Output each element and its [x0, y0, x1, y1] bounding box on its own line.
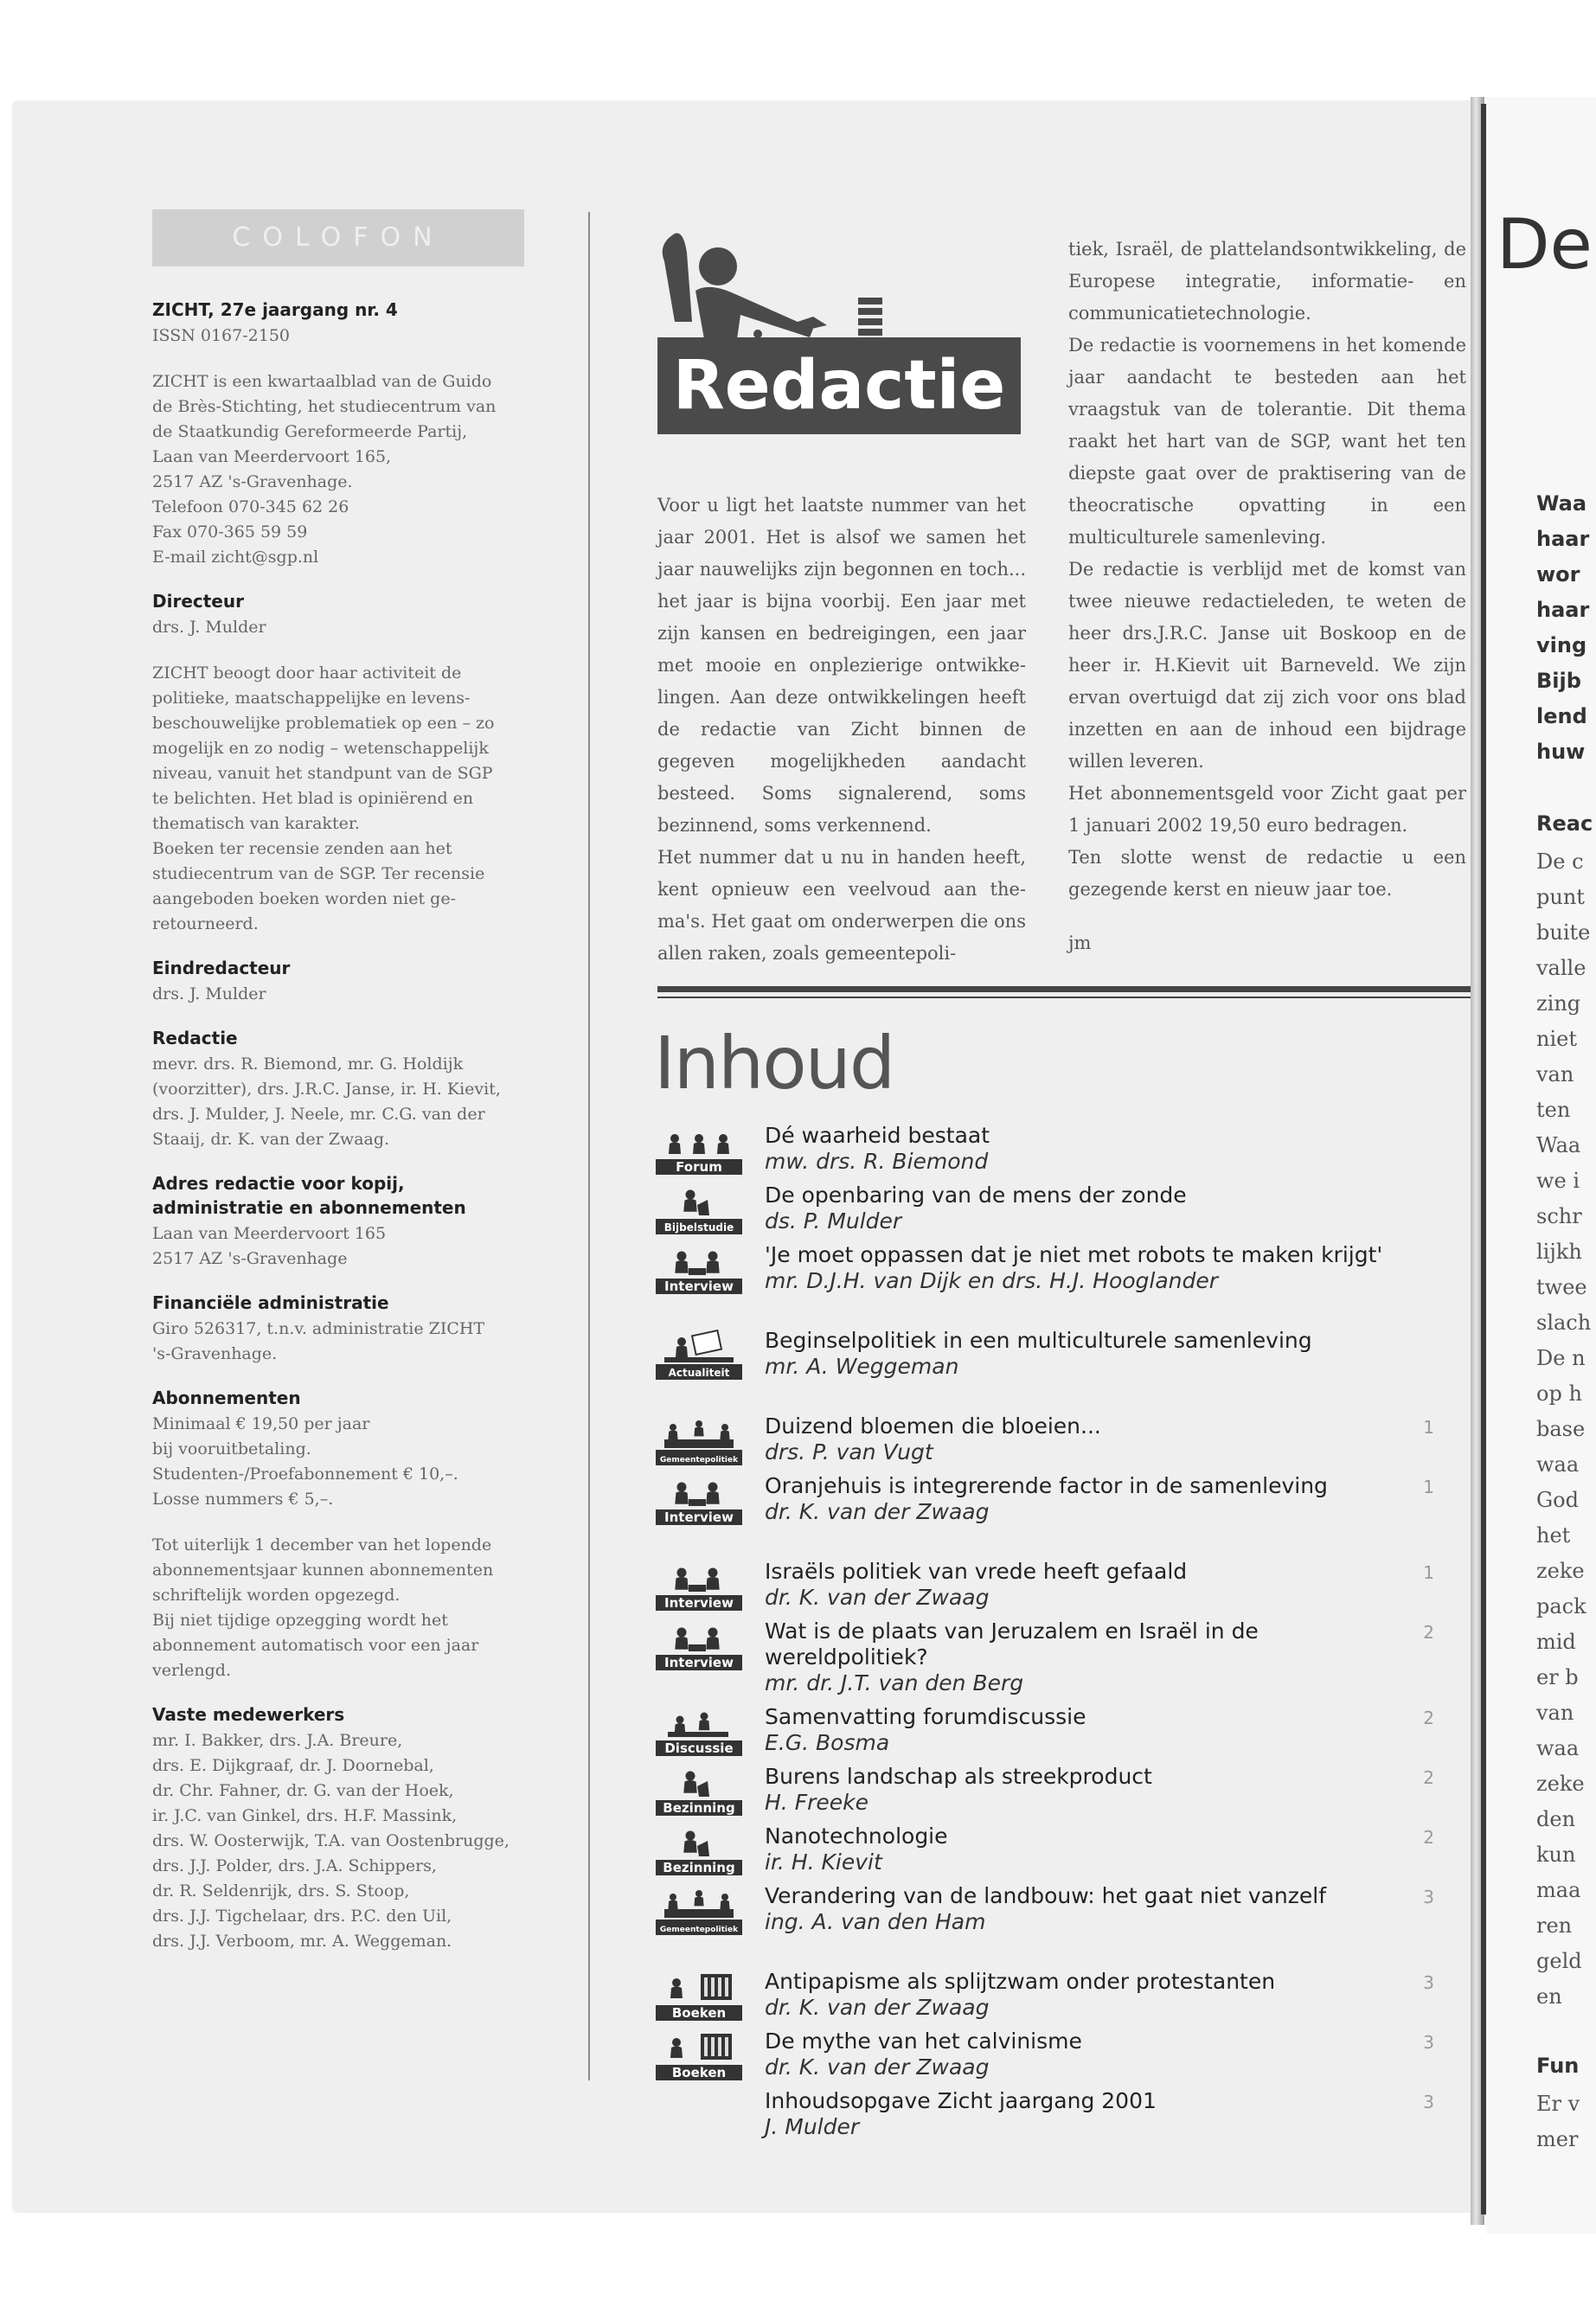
toc-author: H. Freeke — [765, 1790, 869, 1815]
text-line: lend — [1536, 704, 1587, 728]
text-line: niveau, vanuit het standpunt van de SGP — [152, 764, 493, 783]
text-line: 2517 AZ 's-Gravenhage. — [152, 472, 353, 491]
toc-page-number: 3 — [1423, 2092, 1434, 2112]
section-badge — [656, 1123, 742, 1175]
abonnementen-block — [152, 1412, 524, 1512]
paragraph: Ten slotte wenst de redactie u een gezegende kerst en nieuw jaar toe. — [1068, 847, 1466, 900]
toc-entry-text — [765, 1413, 1388, 1465]
toc-title: Wat is de plaats van Jeruzalem en Israël in de wereldpolitiek? — [765, 1618, 1259, 1670]
text-line: mevr. drs. R. Biemond, mr. G. Holdijk — [152, 1054, 464, 1074]
text-line: Waa — [1536, 491, 1587, 516]
toc-item[interactable] — [656, 1242, 1469, 1328]
journal-title: ZICHT, 27e jaargang nr. 4 — [152, 299, 398, 320]
redactie-members — [152, 1052, 524, 1152]
text-line: er b — [1536, 1665, 1579, 1689]
text-line: De c — [1536, 849, 1584, 874]
section-rule-thick — [657, 986, 1471, 992]
toc-item[interactable] — [656, 1123, 1469, 1183]
toc-author: ir. H. Kievit — [765, 1849, 882, 1875]
section-badge — [656, 1704, 742, 1756]
text-line: op h — [1536, 1381, 1582, 1406]
toc-item[interactable] — [656, 1183, 1469, 1242]
financieel-block — [152, 1317, 524, 1367]
toc-author: mr. dr. J.T. van den Berg — [765, 1670, 1024, 1695]
text-line: verlengd. — [152, 1661, 231, 1680]
right-page-body-1 — [1536, 844, 1591, 2015]
toc-author: dr. K. van der Zwaag — [765, 1995, 990, 2020]
colofon-column — [152, 209, 524, 1954]
toc-title: Burens landschap als streekproduct — [765, 1764, 1152, 1789]
financieel-label: Financiële administratie — [152, 1292, 389, 1313]
text-line: van — [1536, 1701, 1574, 1725]
medewerkers-label: Vaste medewerkers — [152, 1704, 345, 1725]
text-line: drs. J.J. Polder, drs. J.A. Schippers, — [152, 1856, 437, 1875]
toc-item[interactable] — [656, 1413, 1469, 1473]
text-line: zeke — [1536, 1772, 1585, 1796]
text-line: schriftelijk worden opgezegd. — [152, 1586, 401, 1605]
text-line: mr. I. Bakker, drs. J.A. Breure, — [152, 1731, 403, 1750]
text-line: drs. J. Mulder, J. Neele, mr. C.G. van der — [152, 1105, 485, 1124]
text-line: beschouwelijke problematiek op een – zo — [152, 714, 495, 733]
text-line: Waa — [1536, 1133, 1581, 1157]
section-rule-thin — [657, 997, 1471, 998]
toc-entry-text — [765, 2088, 1388, 2140]
text-line: Laan van Meerdervoort 165, — [152, 447, 392, 466]
text-line: waa — [1536, 1736, 1580, 1760]
issn: ISSN 0167-2150 — [152, 326, 290, 345]
text-line: haar — [1536, 527, 1590, 551]
text-line: bij vooruitbetaling. — [152, 1439, 311, 1458]
toc-author: ing. A. van den Ham — [765, 1909, 986, 1934]
text-line: twee — [1536, 1275, 1587, 1299]
paragraph: Het nummer dat u nu in handen heeft, kent opnieuw een veelvoud aan the-ma's. Het gaat om onderwerpen die ons allen raken, zoals gemeentepoli- — [657, 847, 1026, 964]
inhoud-heading: Inhoud — [654, 1021, 894, 1106]
text-line: niet — [1536, 1027, 1577, 1051]
reader-bookshelf-icon — [656, 1969, 742, 2021]
text-line: Laan van Meerdervoort 165 — [152, 1224, 387, 1243]
toc-title: Samenvatting forumdiscussie — [765, 1704, 1086, 1729]
text-line: Losse nummers € 5,–. — [152, 1490, 334, 1509]
redactie-logo — [657, 227, 1021, 434]
redactie-label: Redactie — [152, 1028, 238, 1048]
toc-entry-text — [765, 1242, 1388, 1294]
toc-entry-text — [765, 1473, 1388, 1525]
toc-author: dr. K. van der Zwaag — [765, 1499, 990, 1524]
right-page-intro — [1536, 486, 1589, 770]
paragraph: De redactie is voornemens in het komende jaar aandacht te besteden aan het vraagstuk van de tolerantie. Dit thema raakt het hart van de SGP, want het ten diepste gaat over de praktisering van de theocratische opvatting in een multiculturele samenleving. — [1068, 335, 1466, 548]
section-badge — [656, 1242, 742, 1294]
toc-entry-text — [765, 2029, 1388, 2080]
two-persons-icon — [656, 1242, 742, 1294]
toc-entry-text — [765, 1559, 1388, 1611]
text-line: De n — [1536, 1346, 1586, 1370]
text-line: Bij niet tijdige opzegging wordt het — [152, 1611, 448, 1630]
toc-title: De openbaring van de mens der zonde — [765, 1183, 1187, 1208]
toc-entry-text — [765, 1764, 1388, 1816]
toc-item[interactable] — [656, 1969, 1469, 2029]
text-line: buite — [1536, 920, 1591, 945]
text-line: base — [1536, 1417, 1586, 1441]
abonnementen-label: Abonnementen — [152, 1388, 301, 1408]
text-line: te belichten. Het blad is opiniërend en — [152, 789, 474, 808]
text-line: E-mail zicht@sgp.nl — [152, 548, 319, 567]
text-line: waa — [1536, 1452, 1580, 1477]
paragraph: tiek, Israël, de plattelandsontwikkeling, de Europese integratie, informatie- en communicatietechnologie. — [1068, 239, 1466, 324]
text-line: de Brès-Stichting, het studiecentrum van — [152, 397, 497, 416]
text-line: haar — [1536, 598, 1590, 622]
text-line: zing — [1536, 991, 1581, 1016]
redactie-signature: jm — [1068, 933, 1092, 953]
text-line: lijkh — [1536, 1240, 1582, 1264]
opzegging-block — [152, 1533, 524, 1683]
text-line: mogelijk en zo nodig – wetenschappelijk — [152, 739, 489, 758]
svg-text:Boeken: Boeken — [671, 2005, 727, 2021]
council-table-icon — [656, 1883, 742, 1935]
council-table-icon — [656, 1413, 742, 1465]
toc-item[interactable] — [656, 1618, 1469, 1704]
toc-author: dr. K. van der Zwaag — [765, 2054, 990, 2080]
text-line: administratie en abonnementen — [152, 1197, 466, 1218]
toc-title: Oranjehuis is integrerende factor in de samenleving — [765, 1473, 1328, 1498]
text-line: schr — [1536, 1204, 1582, 1228]
toc-author: mr. A. Weggeman — [765, 1354, 959, 1379]
svg-text:Interview: Interview — [664, 1279, 734, 1294]
reader-bookshelf-icon — [656, 2029, 742, 2080]
text-line: de Staatkundig Gereformeerde Partij, — [152, 422, 468, 441]
person-lectern-icon — [656, 1183, 742, 1234]
text-line: drs. W. Oosterwijk, T.A. van Oostenbrugge, — [152, 1831, 510, 1850]
person-lectern-icon — [656, 1764, 742, 1816]
two-persons-icon — [656, 1559, 742, 1611]
text-line: kun — [1536, 1843, 1576, 1867]
toc-item[interactable] — [656, 2029, 1469, 2088]
text-line: (voorzitter), drs. J.R.C. Janse, ir. H. Kievit, — [152, 1080, 501, 1099]
text-line: drs. J.J. Verboom, mr. A. Weggeman. — [152, 1932, 452, 1951]
toc-item[interactable] — [656, 1764, 1469, 1823]
text-line: God — [1536, 1488, 1579, 1512]
text-line: het — [1536, 1523, 1571, 1548]
paragraph: De redactie is verblijd met de komst van twee nieuwe redactieleden, te weten de heer drs.J.R.C. Janse uit Boskoop en de heer ir. H.Kievit uit Barneveld. We zijn ervan overtuigd dat zij zich voor ons blad inzetten en aan de inhoud een bijdrage willen leveren. — [1068, 559, 1466, 772]
svg-text:Bezinning: Bezinning — [663, 1860, 735, 1875]
text-line: drs. J.J. Tigchelaar, drs. P.C. den Uil, — [152, 1907, 452, 1926]
toc-title: Verandering van de landbouw: het gaat niet vanzelf — [765, 1883, 1327, 1908]
text-line: punt — [1536, 885, 1585, 909]
svg-text:Discussie: Discussie — [664, 1740, 734, 1756]
toc-item[interactable] — [656, 1559, 1469, 1618]
toc-entry-text — [765, 1883, 1388, 1935]
toc-author: E.G. Bosma — [765, 1730, 890, 1755]
right-page-heading-2: Fun — [1536, 2054, 1580, 2078]
toc-author: mw. drs. R. Biemond — [765, 1149, 989, 1174]
section-badge — [656, 1969, 742, 2021]
text-line: Bijb — [1536, 669, 1581, 693]
text-line: ZICHT is een kwartaalblad van de Guido — [152, 372, 492, 391]
text-line: abonnement automatisch voor een jaar — [152, 1636, 479, 1655]
adres-block — [152, 1221, 524, 1272]
text-line: Giro 526317, t.n.v. administratie ZICHT — [152, 1319, 485, 1338]
section-badge — [656, 1883, 742, 1935]
beleid-block — [152, 661, 524, 937]
svg-text:Actualiteit: Actualiteit — [668, 1367, 730, 1379]
toc-author: ds. P. Mulder — [765, 1208, 902, 1234]
toc-title: Inhoudsopgave Zicht jaargang 2001 — [765, 2088, 1157, 2113]
three-persons-icon — [656, 1123, 742, 1175]
person-newspaper-icon — [656, 1328, 742, 1380]
text-line: dr. Chr. Fahner, dr. G. van der Hoek, — [152, 1781, 454, 1800]
discussion-group-icon — [656, 1704, 742, 1756]
section-badge — [656, 1618, 742, 1670]
text-line: geld — [1536, 1949, 1582, 1973]
text-line: ren — [1536, 1913, 1573, 1938]
text-line: Staaij, dr. K. van der Zwaag. — [152, 1130, 390, 1149]
toc-title: 'Je moet oppassen dat je niet met robots te maken krijgt' — [765, 1242, 1383, 1267]
toc-item[interactable] — [656, 1704, 1469, 1764]
paragraph: Voor u ligt het laatste nummer van het jaar 2001. Het is alsof we samen het jaar nauwelijks zijn begonnen en toch... het jaar is bijna voorbij. Een jaar met zijn kansen en bedreigingen, een jaar met mooie en onplezierige ontwikke-lingen. Aan deze ontwikkelingen heeft de redactie van Zicht binnen de gegeven mogelijkheden aandacht besteed. Soms signalerend, soms bezinnend, soms verkennend. — [657, 495, 1026, 836]
toc-title: Beginselpolitiek in een multiculturele samenleving — [765, 1328, 1312, 1353]
section-badge — [656, 1473, 742, 1525]
section-badge — [656, 2088, 742, 2140]
toc-title: Nanotechnologie — [765, 1823, 948, 1849]
toc-author: mr. D.J.H. van Dijk en drs. H.J. Hooglander — [765, 1268, 1219, 1293]
svg-text:Boeken: Boeken — [671, 2065, 727, 2080]
text-line: dr. R. Seldenrijk, drs. S. Stoop, — [152, 1881, 410, 1900]
toc-item[interactable] — [656, 1883, 1469, 1969]
toc-page-number: 1 — [1423, 1562, 1434, 1583]
toc-entry-text — [765, 1823, 1388, 1875]
svg-text:Gemeentepolitiek: Gemeentepolitiek — [659, 1926, 739, 1934]
right-page-body-2 — [1536, 2086, 1580, 2157]
toc-item[interactable] — [656, 1473, 1469, 1559]
text-line: thematisch van karakter. — [152, 814, 360, 833]
toc-author: drs. P. van Vugt — [765, 1439, 933, 1465]
adres-label — [152, 1171, 524, 1220]
toc-item[interactable] — [656, 1328, 1469, 1413]
text-line: Fax 070-365 59 59 — [152, 522, 308, 542]
text-line: mid — [1536, 1630, 1576, 1654]
text-line: valle — [1536, 956, 1586, 980]
svg-text:Interview: Interview — [664, 1655, 734, 1670]
toc-entry-text — [765, 1123, 1388, 1175]
section-badge — [656, 1559, 742, 1611]
two-persons-icon — [656, 1473, 742, 1525]
text-line: 's-Gravenhage. — [152, 1344, 278, 1363]
text-line: zeke — [1536, 1559, 1585, 1583]
text-line: Tot uiterlijk 1 december van het lopende — [152, 1535, 492, 1554]
svg-text:Bezinning: Bezinning — [663, 1800, 735, 1816]
person-lectern-icon — [656, 1823, 742, 1875]
intro-block — [152, 369, 524, 570]
text-line: maa — [1536, 1878, 1581, 1902]
toc-page-number: 2 — [1423, 1708, 1434, 1728]
toc-title: Duizend bloemen die bloeien... — [765, 1413, 1101, 1439]
toc-title: Dé waarheid bestaat — [765, 1123, 990, 1148]
text-line: mer — [1536, 2127, 1579, 2151]
toc-entry-text — [765, 1618, 1388, 1696]
svg-text:Interview: Interview — [664, 1509, 734, 1525]
medewerkers-block — [152, 1728, 524, 1954]
svg-text:Interview: Interview — [664, 1595, 734, 1611]
toc-entry-text — [765, 1969, 1388, 2021]
eindredacteur-label: Eindredacteur — [152, 958, 291, 978]
table-of-contents — [656, 1123, 1469, 2140]
toc-page-number: 2 — [1423, 1767, 1434, 1788]
section-badge — [656, 1413, 742, 1465]
section-badge — [656, 1823, 742, 1875]
paragraph: Het abonnementsgeld voor Zicht gaat per 1 januari 2002 19,50 euro bedragen. — [1068, 783, 1466, 836]
directeur-name: drs. J. Mulder — [152, 618, 266, 637]
redactie-column-1 — [657, 490, 1026, 970]
text-line: abonnementsjaar kunnen abonnementen — [152, 1561, 494, 1580]
text-line: studiecentrum van de SGP. Ter recensie — [152, 864, 485, 883]
text-line: van — [1536, 1062, 1574, 1086]
right-page — [1486, 97, 1596, 2234]
toc-title: Antipapisme als splijtzwam onder protestanten — [765, 1969, 1276, 1994]
toc-page-number: 2 — [1423, 1622, 1434, 1643]
svg-text:Gemeentepolitiek: Gemeentepolitiek — [659, 1456, 739, 1465]
text-line: Adres redactie voor kopij, — [152, 1173, 405, 1194]
text-line: Telefoon 070-345 62 26 — [152, 497, 349, 516]
toc-page-number: 3 — [1423, 1972, 1434, 1993]
text-line: retourneerd. — [152, 914, 259, 933]
toc-author: J. Mulder — [765, 2114, 860, 2139]
toc-author: dr. K. van der Zwaag — [765, 1585, 990, 1610]
colofon-heading: COLOFON — [152, 209, 524, 266]
text-line: ir. J.C. van Ginkel, drs. H.F. Massink, — [152, 1806, 458, 1825]
text-line: Studenten-/Proefabonnement € 10,–. — [152, 1465, 458, 1484]
text-line: politieke, maatschappelijke en levens- — [152, 689, 471, 708]
text-line: Minimaal € 19,50 per jaar — [152, 1414, 370, 1433]
svg-text:Forum: Forum — [676, 1159, 722, 1175]
text-line: wor — [1536, 562, 1580, 586]
toc-page-number: 3 — [1423, 2032, 1434, 2053]
text-line: 2517 AZ 's-Gravenhage — [152, 1249, 348, 1268]
redactie-column-2 — [1068, 234, 1466, 906]
toc-entry-text — [765, 1183, 1388, 1234]
column-divider — [588, 212, 590, 2080]
toc-page-number: 2 — [1423, 1827, 1434, 1848]
svg-text:Bijbelstudie: Bijbelstudie — [663, 1221, 734, 1234]
section-badge — [656, 1328, 742, 1380]
two-persons-icon — [656, 1618, 742, 1670]
directeur-label: Directeur — [152, 591, 244, 612]
toc-page-number: 1 — [1423, 1417, 1434, 1438]
right-page-title: De — [1497, 204, 1593, 285]
eindredacteur-name: drs. J. Mulder — [152, 984, 266, 1003]
toc-title: Israëls politiek van vrede heeft gefaald — [765, 1559, 1188, 1584]
toc-entry-text — [765, 1704, 1388, 1756]
section-badge — [656, 2029, 742, 2080]
text-line: aangeboden boeken worden niet ge- — [152, 889, 456, 908]
text-line: ving — [1536, 633, 1587, 657]
toc-item[interactable] — [656, 2088, 1469, 2140]
toc-page-number: 3 — [1423, 1887, 1434, 1907]
text-line: ZICHT beoogt door haar activiteit de — [152, 663, 462, 683]
text-line: pack — [1536, 1594, 1586, 1618]
logo-label: Redactie — [672, 347, 1006, 425]
toc-item[interactable] — [656, 1823, 1469, 1883]
desk-person-icon — [663, 233, 882, 339]
text-line: Er v — [1536, 2092, 1580, 2116]
text-line: drs. E. Dijkgraaf, dr. J. Doornebal, — [152, 1756, 434, 1775]
text-line: den — [1536, 1807, 1576, 1831]
section-badge — [656, 1183, 742, 1234]
blank-icon — [656, 2088, 742, 2140]
text-line: huw — [1536, 740, 1586, 764]
text-line: slach — [1536, 1311, 1592, 1335]
section-badge — [656, 1764, 742, 1816]
text-line: ten — [1536, 1098, 1571, 1122]
text-line: en — [1536, 1984, 1562, 2009]
toc-title: De mythe van het calvinisme — [765, 2029, 1082, 2054]
toc-entry-text — [765, 1328, 1388, 1380]
toc-page-number: 1 — [1423, 1477, 1434, 1497]
text-line: we i — [1536, 1169, 1580, 1193]
right-page-heading-1: Reac — [1536, 811, 1593, 836]
text-line: Boeken ter recensie zenden aan het — [152, 839, 452, 858]
